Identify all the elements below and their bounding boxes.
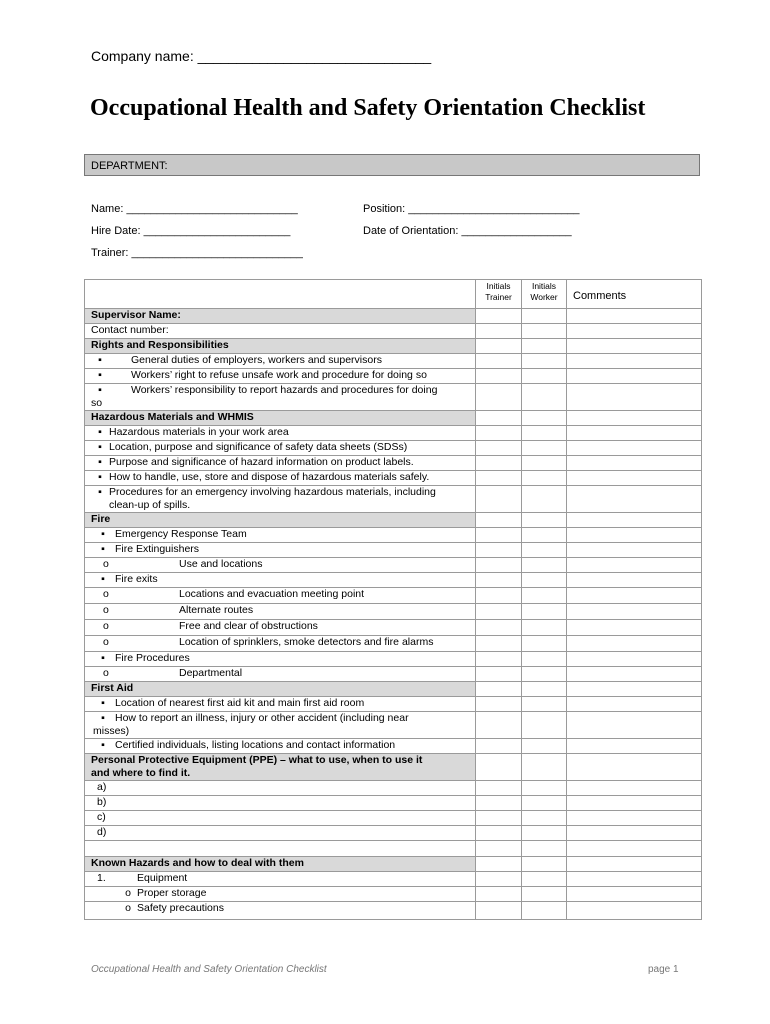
list-item: Proper storage <box>137 887 207 899</box>
hire-date-field: Hire Date: ________________________ <box>91 225 291 237</box>
list-item: Procedures for an emergency involving hazardous materials, including <box>109 486 436 498</box>
table-row <box>85 354 702 369</box>
table-row <box>85 620 702 636</box>
list-item-cont: misses) <box>93 725 130 737</box>
table-header-row <box>85 280 702 309</box>
table-row <box>85 902 702 920</box>
list-item: b) <box>85 796 476 811</box>
ppe-header-line: and where to find it. <box>91 767 191 779</box>
table-row <box>85 887 702 902</box>
list-item: Emergency Response Team <box>115 528 247 540</box>
checklist-table <box>84 279 702 920</box>
initials-trainer-header <box>476 280 522 309</box>
table-row <box>85 636 702 652</box>
list-item: Location of sprinklers, smoke detectors and fire alarms <box>179 636 434 648</box>
table-row <box>85 826 702 841</box>
bullet-icon: ▪ <box>98 486 102 498</box>
table-row <box>85 781 702 796</box>
table-row <box>85 652 702 667</box>
table-row <box>85 872 702 887</box>
list-item: Location of nearest first aid kit and main first aid room <box>115 697 365 709</box>
list-item: How to handle, use, store and dispose of hazardous materials safely. <box>109 471 430 483</box>
list-number: 1. <box>97 872 106 884</box>
bullet-icon: ▪ <box>98 441 102 453</box>
table-row <box>85 682 702 697</box>
section-first-aid: First Aid <box>85 682 476 697</box>
list-item: Safety precautions <box>137 902 224 914</box>
blank-row <box>85 841 476 857</box>
circle-bullet-icon: o <box>103 620 109 632</box>
list-item: Free and clear of obstructions <box>179 620 318 632</box>
list-item: Locations and evacuation meeting point <box>179 588 365 600</box>
table-row <box>85 426 702 441</box>
list-item: How to report an illness, injury or other accident (including near <box>115 712 409 724</box>
table-row <box>85 528 702 543</box>
table-row <box>85 309 702 324</box>
table-row <box>85 369 702 384</box>
initials-label: Initials <box>486 281 511 291</box>
date-of-orientation-field: Date of Orientation: __________________ <box>363 225 572 237</box>
bullet-icon: ▪ <box>101 712 105 724</box>
list-item: Hazardous materials in your work area <box>109 426 289 438</box>
list-item: General duties of employers, workers and supervisors <box>131 354 382 366</box>
blank-header-cell <box>85 280 476 309</box>
list-item-cont: clean-up of spills. <box>109 499 191 511</box>
bullet-icon: ▪ <box>98 384 102 396</box>
circle-bullet-icon: o <box>103 667 109 679</box>
bullet-icon: ▪ <box>101 573 105 585</box>
list-item: d) <box>85 826 476 841</box>
table-row <box>85 796 702 811</box>
supervisor-name: Supervisor Name: <box>85 309 476 324</box>
circle-bullet-icon: o <box>103 588 109 600</box>
bullet-icon: ▪ <box>101 543 105 555</box>
table-row <box>85 811 702 826</box>
circle-bullet-icon: o <box>103 636 109 648</box>
table-row <box>85 339 702 354</box>
list-item: Alternate routes <box>179 604 254 616</box>
trainer-field: Trainer: ____________________________ <box>91 247 303 259</box>
bullet-icon: ▪ <box>101 739 105 751</box>
table-row <box>85 486 702 513</box>
list-item: Fire exits <box>115 573 158 585</box>
name-field: Name: ____________________________ <box>91 203 298 215</box>
list-item-cont: so <box>91 397 103 409</box>
list-item: a) <box>85 781 476 796</box>
list-item: Use and locations <box>179 558 263 570</box>
list-item: Certified individuals, listing locations and contact information <box>115 739 396 751</box>
table-row <box>85 604 702 620</box>
list-item: Workers’ right to refuse unsafe work and procedure for doing so <box>131 369 427 381</box>
list-item: c) <box>85 811 476 826</box>
table-row <box>85 841 702 857</box>
table-row <box>85 456 702 471</box>
bullet-icon: ▪ <box>101 652 105 664</box>
section-fire: Fire <box>85 513 476 528</box>
table-row <box>85 712 702 739</box>
table-row <box>85 573 702 588</box>
list-item: Fire Extinguishers <box>115 543 200 555</box>
list-item: Departmental <box>179 667 243 679</box>
circle-bullet-icon: o <box>125 887 131 899</box>
bullet-icon: ▪ <box>98 471 102 483</box>
section-rights: Rights and Responsibilities <box>85 339 476 354</box>
company-name-field: Company name: ______________________________ <box>91 48 432 64</box>
section-known-hazards: Known Hazards and how to deal with them <box>85 857 476 872</box>
table-row <box>85 543 702 558</box>
bullet-icon: ▪ <box>98 354 102 366</box>
list-item: Purpose and significance of hazard information on product labels. <box>109 456 414 468</box>
table-row <box>85 324 702 339</box>
table-row <box>85 471 702 486</box>
section-ppe <box>85 754 476 781</box>
table-row <box>85 754 702 781</box>
table-row <box>85 697 702 712</box>
circle-bullet-icon: o <box>103 558 109 570</box>
comments-header: Comments <box>567 280 702 309</box>
table-row <box>85 384 702 411</box>
table-row <box>85 857 702 872</box>
list-item: Equipment <box>137 872 188 884</box>
list-item: Location, purpose and significance of safety data sheets (SDSs) <box>109 441 408 453</box>
table-row <box>85 739 702 754</box>
table-row <box>85 513 702 528</box>
table-row <box>85 667 702 682</box>
department-bar: DEPARTMENT: <box>84 154 700 176</box>
bullet-icon: ▪ <box>98 369 102 381</box>
initials-label: Initials <box>531 281 557 291</box>
list-item: Workers’ responsibility to report hazards and procedures for doing <box>131 384 438 396</box>
circle-bullet-icon: o <box>125 902 131 914</box>
table-row <box>85 588 702 604</box>
position-field: Position: ____________________________ <box>363 203 580 215</box>
circle-bullet-icon: o <box>103 604 109 616</box>
table-row <box>85 411 702 426</box>
bullet-icon: ▪ <box>98 456 102 468</box>
table-row <box>85 441 702 456</box>
page-number: page 1 <box>648 964 679 975</box>
bullet-icon: ▪ <box>98 426 102 438</box>
bullet-icon: ▪ <box>101 528 105 540</box>
initials-worker-header <box>522 280 567 309</box>
section-hazmat: Hazardous Materials and WHMIS <box>85 411 476 426</box>
page-title: Occupational Health and Safety Orientation Checklist <box>90 95 646 121</box>
list-item: Fire Procedures <box>115 652 190 664</box>
worker-label: Worker <box>530 292 558 302</box>
trainer-label: Trainer <box>485 292 512 302</box>
ppe-header-line: Personal Protective Equipment (PPE) – what to use, when to use it <box>91 754 423 766</box>
contact-number: Contact number: <box>85 324 476 339</box>
footer-title: Occupational Health and Safety Orientation Checklist <box>91 964 327 975</box>
bullet-icon: ▪ <box>101 697 105 709</box>
table-row <box>85 558 702 573</box>
